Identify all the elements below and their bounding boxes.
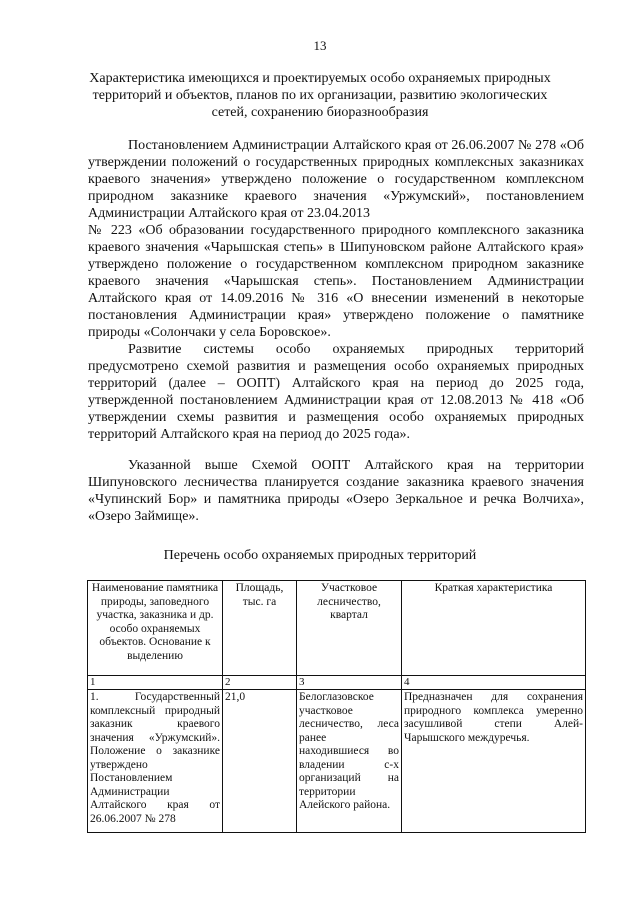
list-title: Перечень особо охраняемых природных территорий	[163, 548, 477, 563]
column-number: 1	[88, 676, 223, 690]
paragraph: Указанной выше Схемой ООПТ Алтайского края на территории Шипуновского лесничества планируется создание заказника краевого значения «Чупинский Бор» и памятника природы «Озеро Зеркальное и речка Волчиха», «Озеро Займище».	[88, 458, 584, 524]
protected-areas-table	[87, 580, 586, 833]
column-number: 4	[402, 676, 586, 690]
paragraph: № 223 «Об образовании государственного природного комплексного заказника краевого значения «Чарышская степь» в Шипуновском районе Алтайского края» утверждено положение о государственном комплексном природном заказнике краевого значения «Чарышская степь». Постановлением Администрации Алтайского края от 14.09.2016 № 316 «О внесении изменений в некоторые постановления Администрации края» утверждено положение о памятнике природы «Солончаки у села Боровское».	[88, 223, 584, 340]
header-cell-description: Краткая характеристика	[402, 581, 586, 676]
header-cell-forestry: Участковое лесничество, квартал	[297, 581, 402, 676]
body-text	[88, 137, 584, 525]
header-cell-area: Площадь, тыс. га	[223, 581, 297, 676]
section-title: Характеристика имеющихся и проектируемых особо охраняемых природных территорий и объектов, планов по их организации, развитию экологических сетей, сохранению биоразнообразия	[89, 71, 551, 120]
paragraph: Постановлением Администрации Алтайского края от 26.06.2007 № 278 «Об утверждении положений о государственных природных комплексных заказниках краевого значения» утверждено положение о государственном комплексном природном заказнике краевого значения «Уржумский», постановлением Администрации Алтайского края от 23.04.2013	[88, 138, 584, 221]
cell-forestry: Белоглазовское участковое лесничество, леса ранее находившиеся во владении с-х организаций на территории Алейского района.	[297, 690, 402, 833]
cell-name: 1. Государственный комплексный природный заказник краевого значения «Уржумский». Положение о заказнике утверждено Постановлением Администрации Алтайского края от 26.06.2007 № 278	[88, 690, 223, 833]
column-number-row	[88, 676, 586, 690]
table-row	[88, 690, 586, 833]
table-header-row	[88, 581, 586, 676]
column-number: 3	[297, 676, 402, 690]
cell-description: Предназначен для сохранения природного комплекса умеренно засушливой степи Алей-Чарышского междуречья.	[402, 690, 586, 833]
cell-area: 21,0	[223, 690, 297, 833]
page-number: 13	[313, 38, 327, 53]
column-number: 2	[223, 676, 297, 690]
header-cell-name: Наименование памятника природы, заповедного участка, заказника и др. особо охраняемых объектов. Основание к выделению	[88, 581, 223, 676]
paragraph: Развитие системы особо охраняемых природных территорий предусмотрено схемой развития и размещения особо охраняемых природных территорий (далее – ООПТ) Алтайского края на период до 2025 года, утвержденной постановлением Администрации края от 12.08.2013 № 418 «Об утверждении схемы развития и размещения особо охраняемых природных территорий Алтайского края на период до 2025 года».	[88, 342, 584, 442]
